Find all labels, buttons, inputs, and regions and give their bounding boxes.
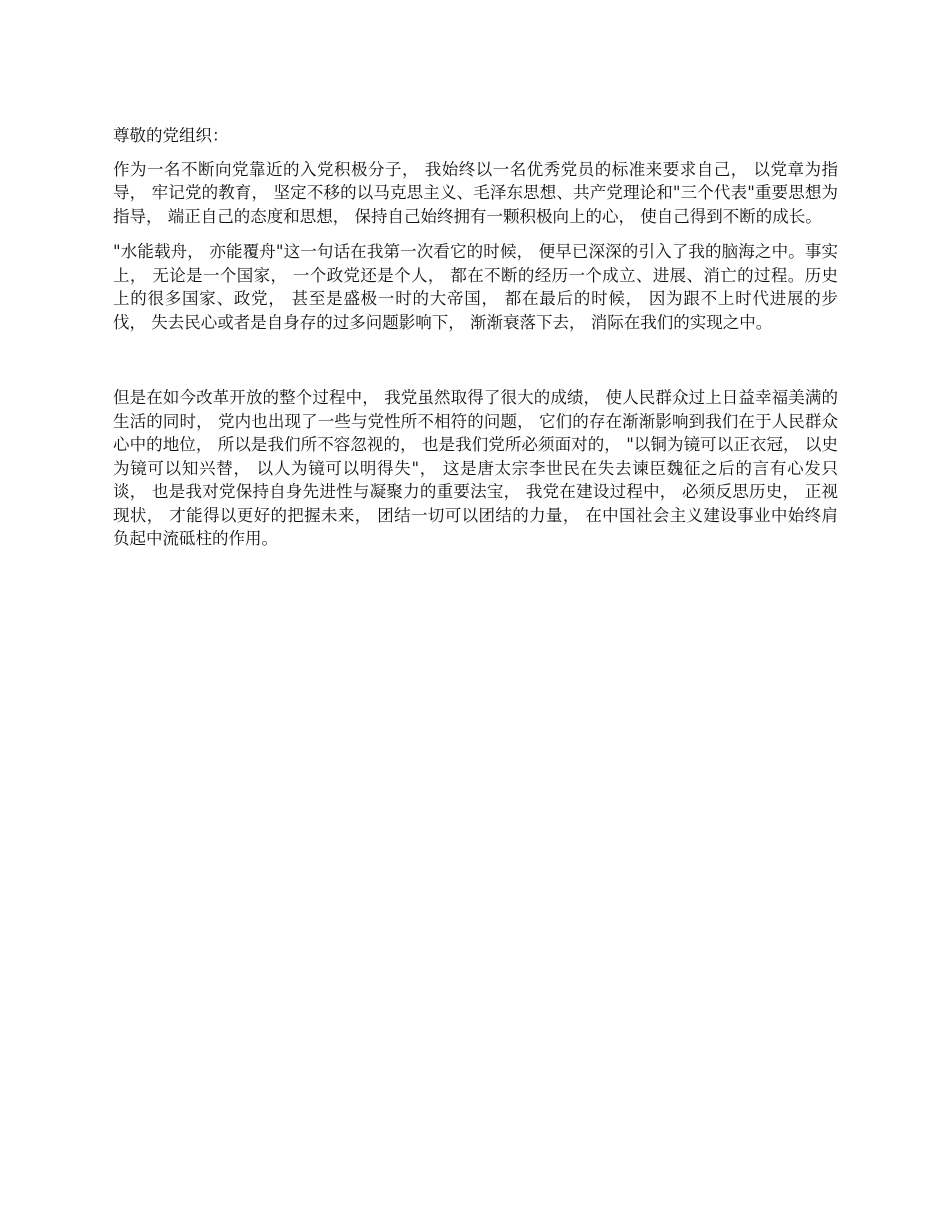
paragraph-2: "水能载舟， 亦能覆舟"这一句话在我第一次看它的时候， 便早已深深的引入了我的脑海之中。事实上， 无论是一个国家， 一个政党还是个人， 都在不断的经历一个成立、进展、消亡的过程。历史上的很多国家、政党， 甚至是盛极一时的大帝国， 都在最后的时候， 因为跟不上时代进展的步伐， 失去民心或者是自身存的过多问题影响下， 渐渐衰落下去， 消际在我们的实现之中。: [113, 242, 838, 332]
salutation: 尊敬的党组织：: [113, 126, 229, 145]
paragraph-3: 但是在如今改革开放的整个过程中， 我党虽然取得了很大的成绩， 使人民群众过上日益幸福美满的生活的同时， 党内也出现了一些与党性所不相符的问题， 它们的存在渐渐影响到我们在于人民群众心中的地位， 所以是我们所不容忽视的， 也是我们党所必须面对的， "以铜为镜可以正衣冠， 以史为镜可以知兴替， 以人为镜可以明得失"， 这是唐太宗李世民在失去谏臣魏征之后的言有心发只谈， 也是我对党保持自身先进性与凝聚力的重要法宝， 我党在建设过程中， 必须反思历史， 正视现状， 才能得以更好的把握未来， 团结一切可以团结的力量， 在中国社会主义建设事业中始终肩负起中流砥柱的作用。: [113, 388, 838, 548]
paragraph-1: 作为一名不断向党靠近的入党积极分子， 我始终以一名优秀党员的标准来要求自己， 以党章为指导， 牢记党的教育， 坚定不移的以马克思主义、毛泽东思想、共产党理论和"三个代表"重要思想为指导， 端正自己的态度和思想， 保持自己始终拥有一颗积极向上的心， 使自己得到不断的成长。: [113, 159, 838, 226]
letter-body: [113, 124, 838, 563]
